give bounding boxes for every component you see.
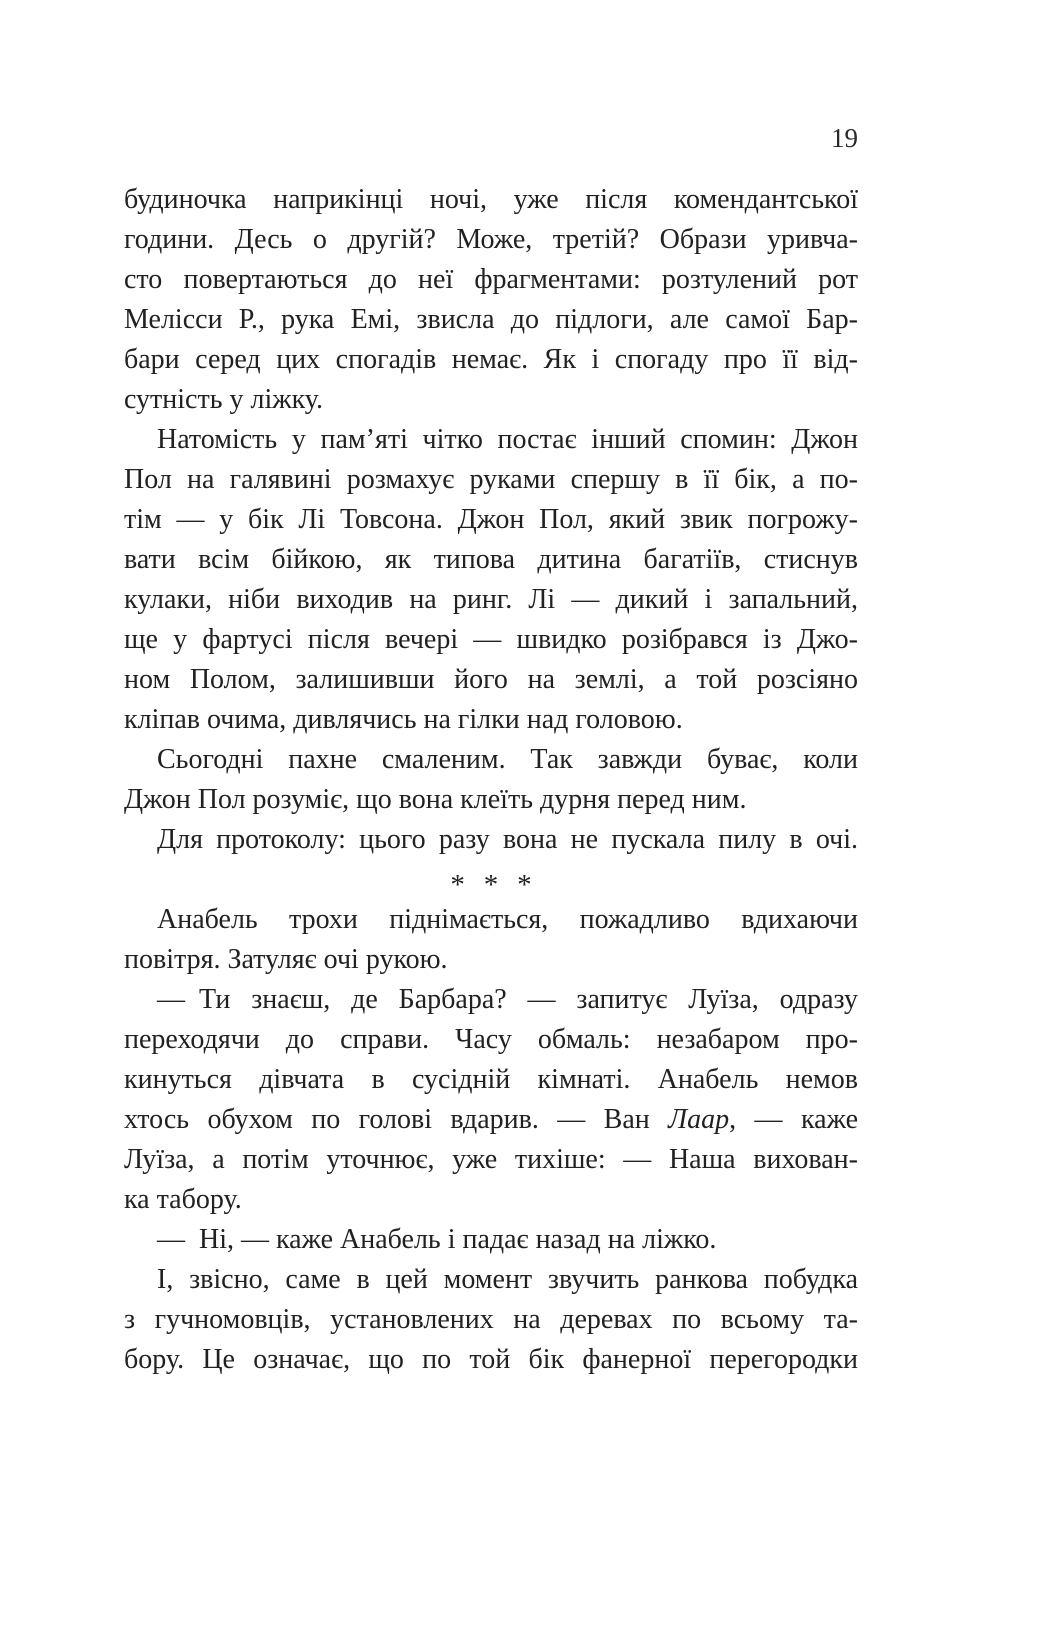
text-line: — Ти знаєш, де Барбара? — запитує Луїза, одразу (157, 984, 858, 1015)
text-line: Мелісси Р., рука Емі, звисла до підлоги, але самої Бар- (124, 304, 858, 335)
text-line: Для протоколу: цього разу вона не пускала пилу в очі. (157, 824, 858, 855)
text-line: кліпав очима, дивлячись на гілки над головою. (124, 704, 683, 735)
text-line: сутність у ліжку. (124, 384, 323, 415)
text-line: кулаки, ніби виходив на ринг. Лі — дикий і запальний, (124, 584, 858, 615)
text-block (124, 180, 858, 1380)
text-line: повітря. Затуляє очі рукою. (124, 944, 448, 975)
text-line: — Ні, — каже Анабель і падає назад на ліжко. (157, 1224, 717, 1255)
text-line: І, звісно, саме в цей момент звучить ранкова побудка (157, 1264, 858, 1295)
page-number: 19 (831, 123, 858, 153)
text-line: ном Полом, залишивши його на землі, а той розсіяно (124, 664, 858, 695)
text-line (124, 1100, 858, 1140)
text-line: вати всім бійкою, як типова дитина багатіїв, стиснув (124, 544, 858, 575)
text-line: ще у фартусі після вечері — швидко розібрався із Джо- (124, 624, 858, 655)
text-line: бари серед цих спогадів немає. Як і спогаду про її від- (124, 344, 858, 375)
text-line: Сьогодні пахне смаленим. Так завжди буває, коли (157, 744, 858, 775)
section-break: * * * (450, 869, 532, 901)
text-line: сто повертаються до неї фрагментами: розтулений рот (124, 264, 858, 295)
text-line: з гучномовців, установлених на деревах по всьому та- (124, 1304, 858, 1335)
text-line: Джон Пол розуміє, що вона клеїть дурня перед ним. (124, 784, 747, 815)
italic-text: Лаар (668, 1104, 730, 1135)
text-line: будиночка наприкінці ночі, уже після комендантської (124, 184, 858, 215)
text-line: Луїза, а потім уточнює, уже тихіше: — Наша вихован- (124, 1144, 858, 1175)
text-line: Анабель трохи піднімається, пожадливо вдихаючи (157, 904, 858, 935)
text-segment: , — каже (729, 1104, 858, 1135)
text-line: тім — у бік Лі Товсона. Джон Пол, який звик погрожу- (124, 504, 858, 535)
text-line: Натомість у пам’яті чітко постає інший спомин: Джон (157, 424, 858, 455)
text-segment: хтось обухом по голові вдарив. — Ван (124, 1104, 669, 1135)
text-line: Пол на галявині розмахує руками спершу в її бік, а по- (124, 464, 858, 495)
text-line: кинуться дівчата в сусідній кімнаті. Анабель немов (124, 1064, 858, 1095)
text-line: переходячи до справи. Часу обмаль: незабаром про- (124, 1024, 858, 1055)
text-line: години. Десь о другій? Може, третій? Образи уривча- (124, 224, 858, 255)
text-line: бору. Це означає, що по той бік фанерної перегородки (124, 1344, 858, 1375)
text-line: ка табору. (124, 1184, 242, 1215)
